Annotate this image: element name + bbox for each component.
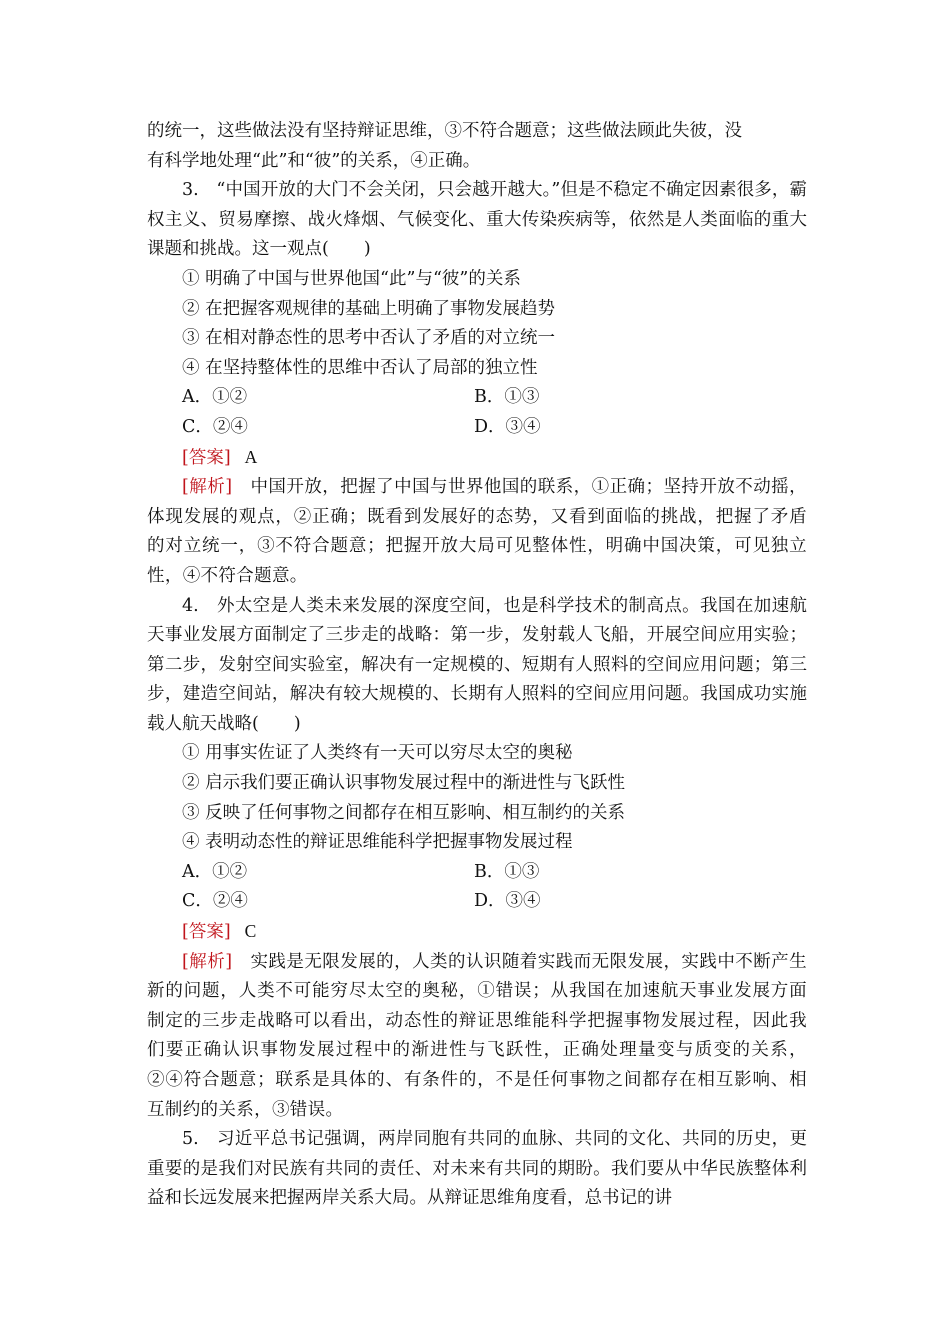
q4-answer-value: C	[244, 921, 257, 942]
q4-choice-d: D．③④	[474, 891, 541, 912]
q3-choice-d: D．③④	[474, 416, 541, 437]
q4-choice-b: B．①③	[474, 861, 540, 882]
intro-line-2: 有科学地处理“此”和“彼”的关系，④正确。	[147, 150, 481, 171]
q3-stem: 3. “中国开放的大门不会关闭，只会越开越大。”但是不稳定不确定因素很多，霸权主义、贸易摩擦、战火烽烟、气候变化、重大传染疾病等，依然是人类面临的重大课题和挑战。这一观点( )	[147, 180, 807, 260]
q3-option-3: ③ 在相对静态性的思考中否认了矛盾的对立统一	[182, 328, 556, 349]
q4-choice-a: A．①②	[182, 861, 248, 882]
q5-stem: 5. 习近平总书记强调，两岸同胞有共同的血脉、共同的文化、共同的历史，更重要的是我们对民族有共同的责任、对未来有共同的期盼。我们要从中华民族整体利益和长远发展来把握两岸关系大局。从辩证思维角度看，总书记的讲	[147, 1129, 807, 1209]
q3-option-4: ④ 在坚持整体性的思维中否认了局部的独立性	[182, 357, 538, 378]
q3-answer-value: A	[244, 446, 258, 467]
q4-option-2: ② 启示我们要正确认识事物发展过程中的渐进性与飞跃性	[182, 773, 626, 794]
document-page	[147, 117, 807, 1214]
q4-explain-text: 实践是无限发展的，人类的认识随着实践而无限发展，实践中不断产生新的问题，人类不可能穷尽太空的奥秘，①错误；从我国在加速航天事业发展方面制定的三步走战略可以看出，动态性的辩证思维能科学把握事物发展过程，因此我们要正确认识事物发展过程中的渐进性与飞跃性，正确处理量变与质变的关系，②④符合题意；联系是具体的、有条件的，不是任何事物之间都存在相互影响、相互制约的关系，③错误。	[147, 951, 807, 1120]
q4-explain-label: [解析]	[182, 951, 233, 972]
q4-option-1: ① 用事实佐证了人类终有一天可以穷尽太空的奥秘	[182, 743, 573, 764]
q3-explanation	[147, 473, 807, 591]
q4-option-3: ③ 反映了任何事物之间都存在相互影响、相互制约的关系	[182, 802, 626, 823]
q4-choices-row-2	[147, 887, 807, 917]
q4-answer-label: [答案]	[182, 922, 231, 943]
q3-choice-c: C．②④	[182, 416, 248, 437]
q3-choice-b: B．①③	[474, 387, 540, 408]
q3-answer	[147, 443, 807, 474]
q3-option-1: ① 明确了中国与世界他国“此”与“彼”的关系	[182, 268, 521, 289]
q3-choice-a: A．①②	[182, 387, 248, 408]
q4-choice-c: C．②④	[182, 891, 248, 912]
q4-stem: 4. 外太空是人类未来发展的深度空间，也是科学技术的制高点。我国在加速航天事业发展方面制定了三步走的战略：第一步，发射载人飞船，开展空间应用实验；第二步，发射空间实验室，解决有一定规模的、短期有人照料的空间应用问题；第三步，建造空间站，解决有较大规模的、长期有人照料的空间应用问题。我国成功实施载人航天战略( )	[147, 595, 807, 734]
intro-line-1: 的统一，这些做法没有坚持辩证思维，③不符合题意；这些做法顾此失彼，没	[147, 121, 742, 141]
q3-option-2: ② 在把握客观规律的基础上明确了事物发展趋势	[182, 298, 556, 319]
q3-choices-row-2	[147, 413, 807, 443]
q4-answer	[147, 917, 807, 948]
q4-explanation	[147, 948, 807, 1126]
q3-answer-label: [答案]	[182, 447, 231, 468]
q3-choices-row-1	[147, 383, 807, 413]
q4-option-4: ④ 表明动态性的辩证思维能科学把握事物发展过程	[182, 832, 573, 853]
q3-explain-label: [解析]	[182, 477, 233, 498]
q4-choices-row-1	[147, 858, 807, 888]
q3-explain-text: 中国开放，把握了中国与世界他国的联系，①正确；坚持开放不动摇，体现发展的观点，②正确；既看到发展好的态势，又看到面临的挑战，把握了矛盾的对立统一，③不符合题意；把握开放大局可见整体性，明确中国决策，可见独立性，④不符合题意。	[147, 477, 807, 586]
